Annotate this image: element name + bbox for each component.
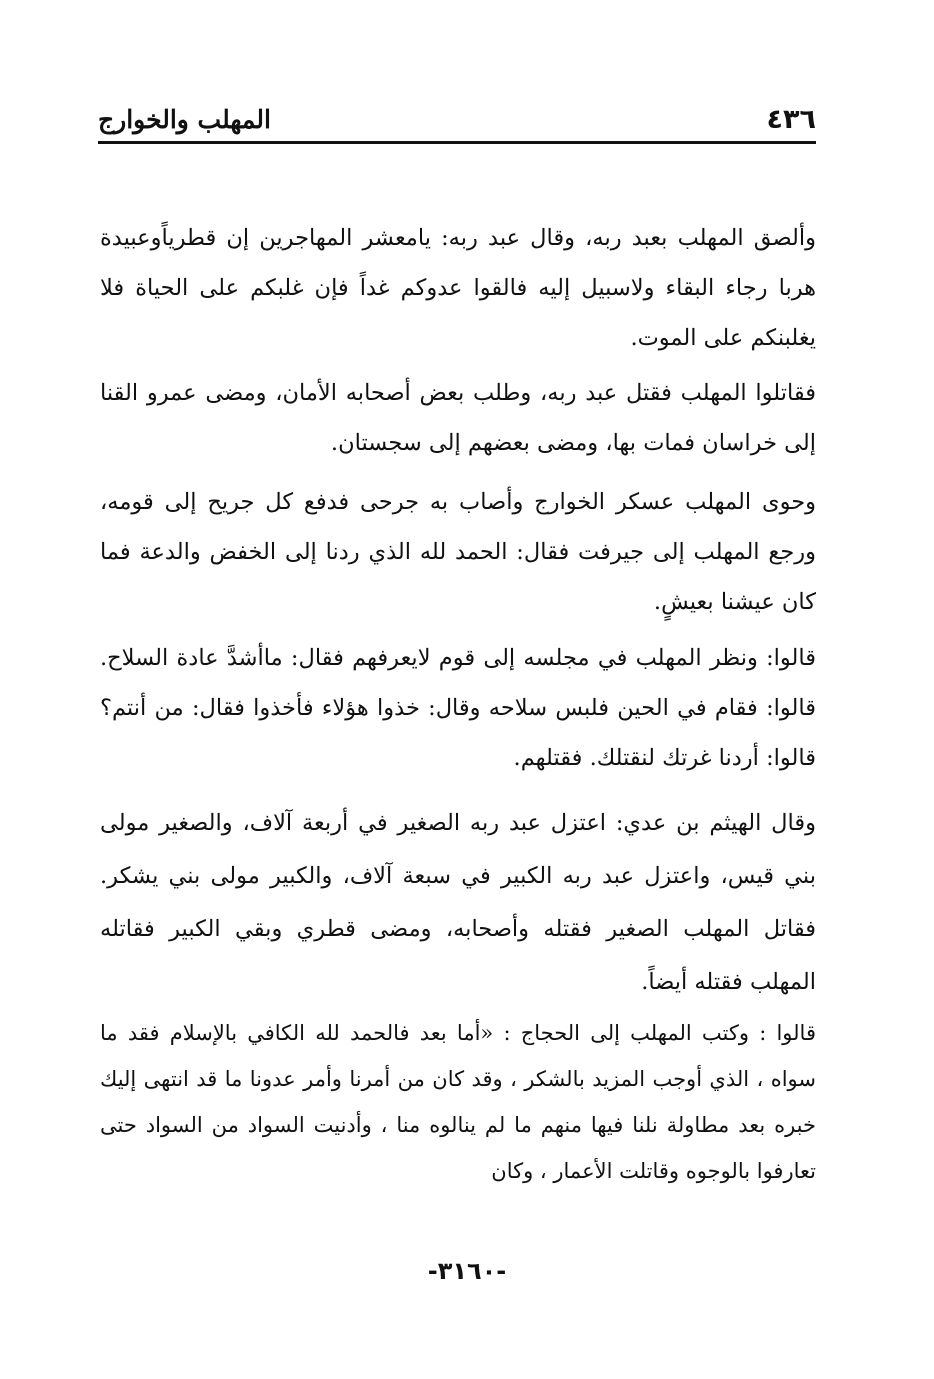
paragraph: قالوا: ونظر المهلب في مجلسه إلى قوم لايعرفهم فقال: ماأشدَّ عادة السلاح. قالوا: فقام في الحين فلبس سلاحه وقال: خذوا هؤلاء فأخذوا فقال: من أنتم؟ قالوا: أردنا غرتك لنقتلك. فقتلهم.	[100, 645, 816, 771]
paragraph: فقاتلوا المهلب فقتل عبد ربه، وطلب بعض أصحابه الأمان، ومضى عمرو القنا إلى خراسان فمات بها، ومضى بعضهم إلى سجستان.	[100, 380, 816, 456]
header-rule	[98, 141, 816, 144]
running-title: المهلب والخوارج	[98, 105, 271, 134]
page-header	[98, 92, 816, 140]
page-number: ٤٣٦	[766, 104, 816, 135]
paragraph: وقال الهيثم بن عدي: اعتزل عبد ربه الصغير في أربعة آلاف، والصغير مولى بني قيس، واعتزل عبد ربه الكبير في سبعة آلاف، والكبير مولى بني يشكر. فقاتل المهلب الصغير فقتله وأصحابه، ومضى قطري وبقي الكبير فقاتله المهلب فقتله أيضاً.	[100, 810, 816, 995]
footer-page-number: -٣١٦٠-	[427, 1257, 507, 1285]
paragraph: قالوا : وكتب المهلب إلى الحجاج : «أما بعد فالحمد لله الكافي بالإسلام فقد ما سواه ، الذي أوجب المزيد بالشكر ، وقد كان من أمرنا وأمر عدونا ما قد انتهى إليك خبره بعد مطاولة نلنا فيها منهم ما لم ينالوه منا ، وأدنيت السواد من السواد حتى تعارفوا بالوجوه وقاتلت الأعمار ، وكان	[100, 1021, 816, 1183]
paragraph: وحوى المهلب عسكر الخوارج وأصاب به جرحى فدفع كل جريح إلى قومه، ورجع المهلب إلى جيرفت فقال: الحمد لله الذي ردنا إلى الخفض والدعة فما كان عيشنا بعيشٍ.	[100, 489, 816, 615]
paragraph: وألصق المهلب بعبد ربه، وقال عبد ربه: يامعشر المهاجرين إن قطرياًوعبيدة هربا رجاء البقاء ولاسبيل إليه فالقوا عدوكم غداً فإن غلبكم على الحياة فلا يغلبنكم على الموت.	[100, 225, 816, 351]
